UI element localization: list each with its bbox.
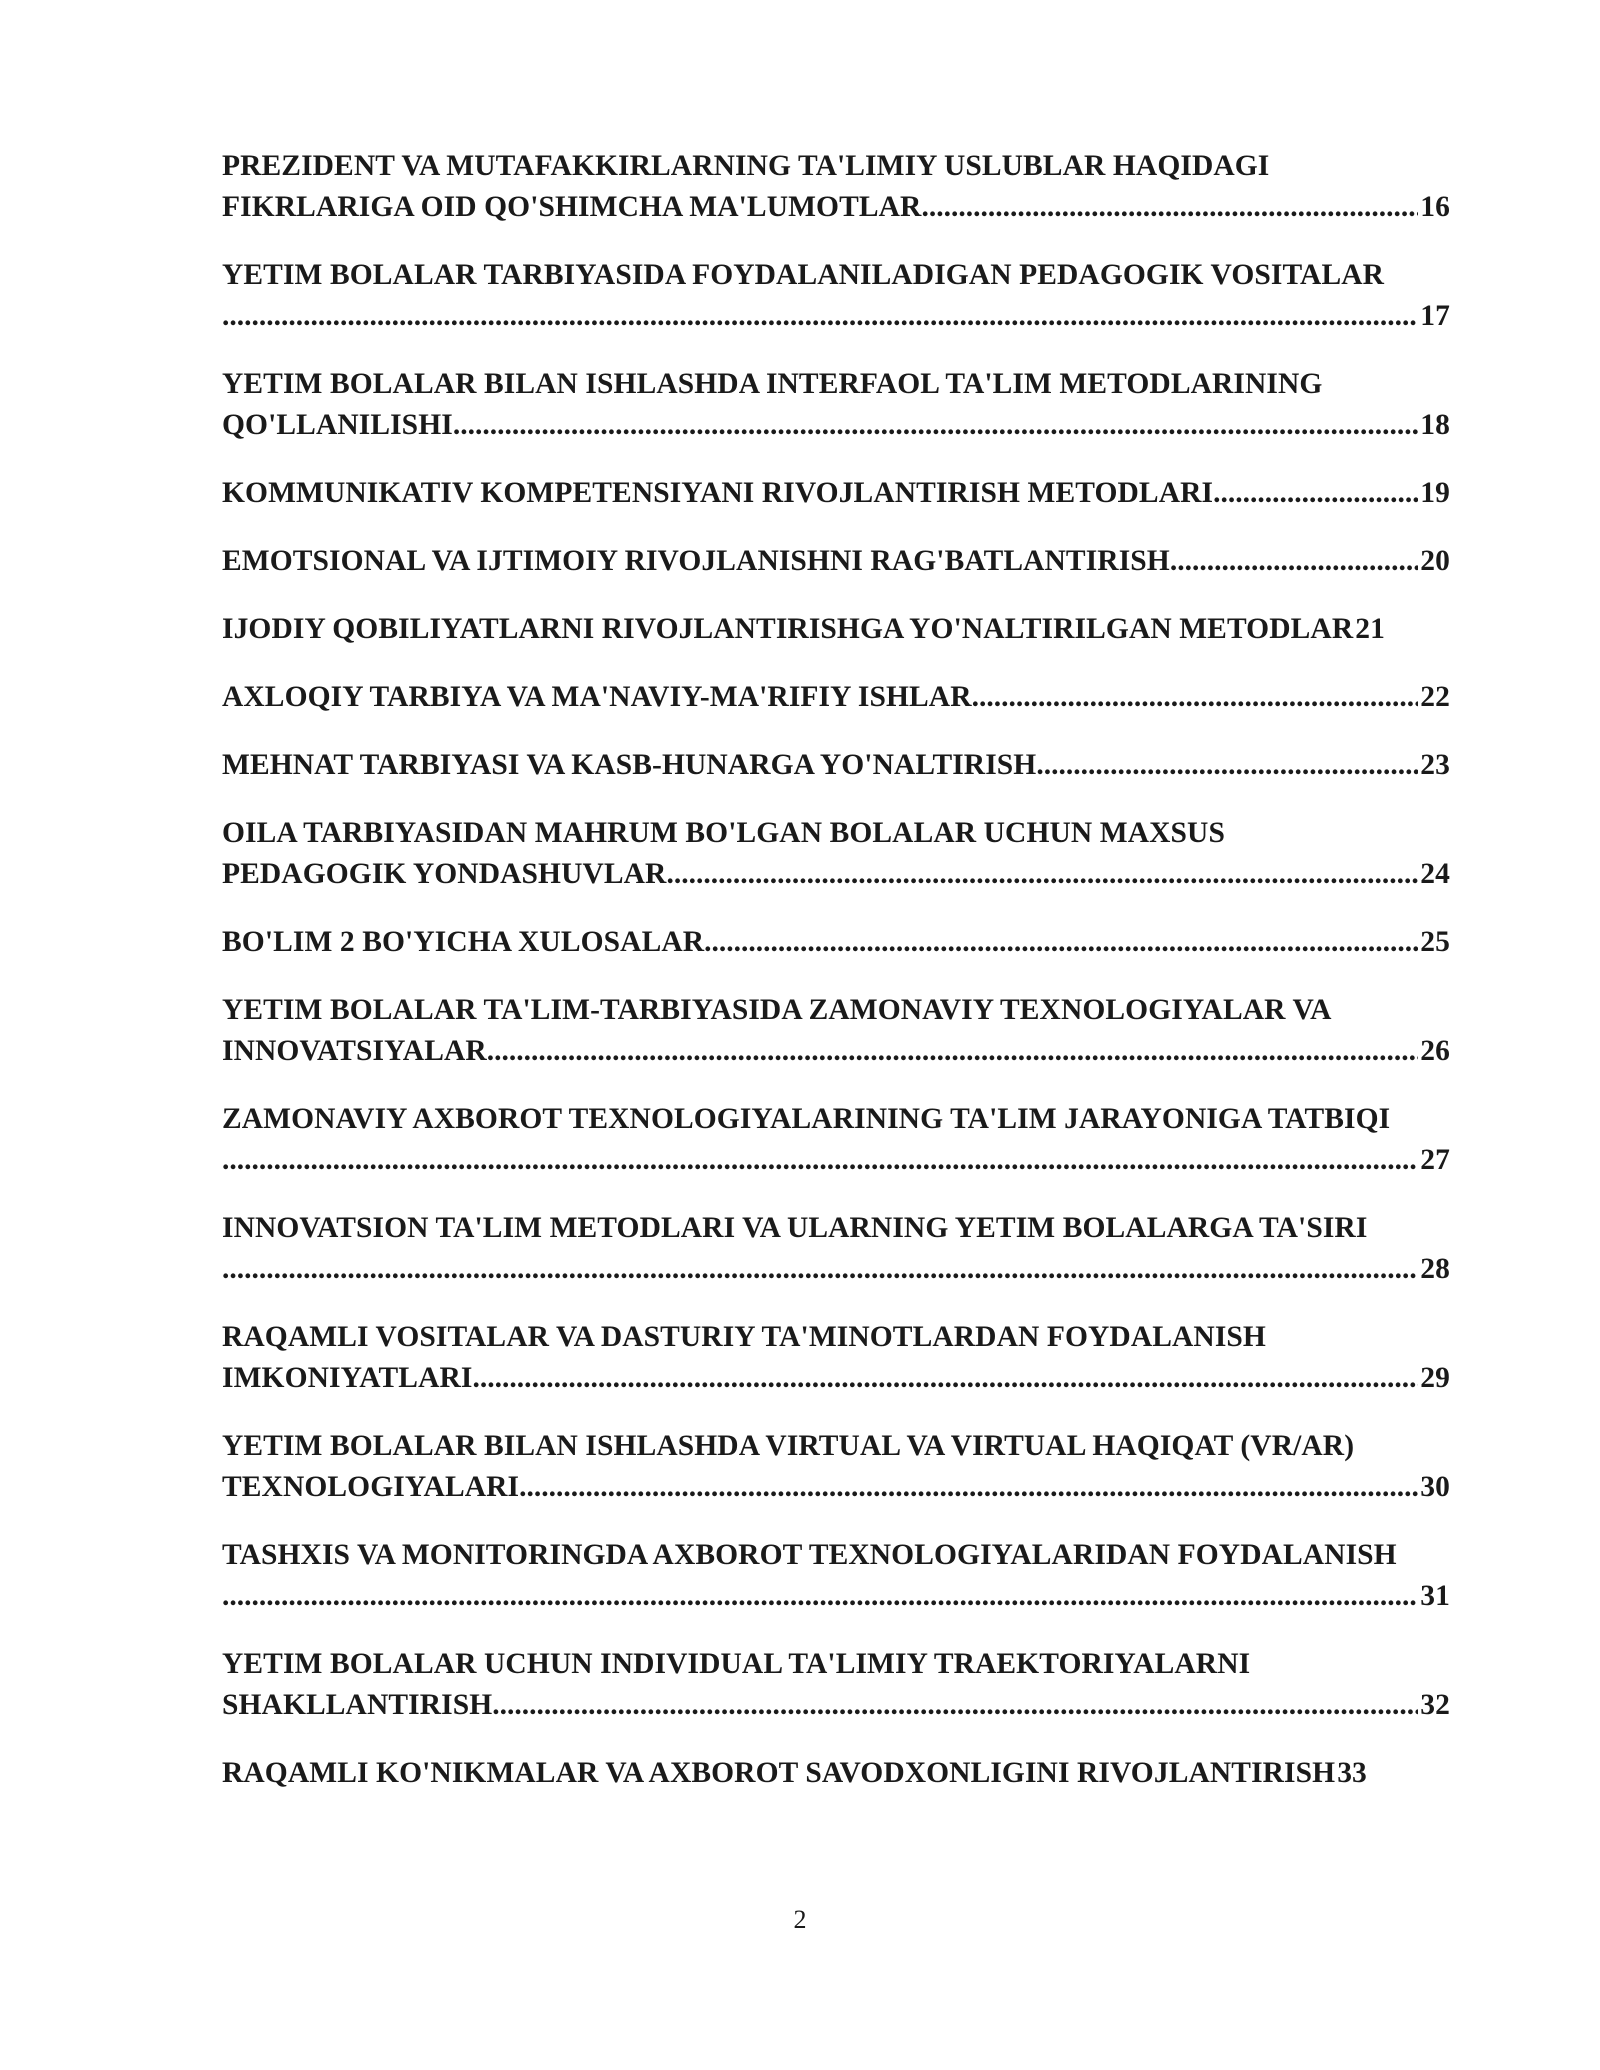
toc-entry[interactable]: [222, 609, 1450, 650]
toc-entry-title-line: PEDAGOGIK YONDASHUVLAR: [222, 858, 667, 890]
toc-entry[interactable]: [222, 1644, 1450, 1726]
toc-entry-title-line: RAQAMLI KO'NIKMALAR VA AXBOROT SAVODXONLIGINI RIVOJLANTIRISH: [222, 1757, 1336, 1789]
toc-entry-title-line: YETIM BOLALAR BILAN ISHLASHDA VIRTUAL VA VIRTUAL HAQIQAT (VR/AR): [222, 1430, 1355, 1462]
toc-entry-title-line: IJODIY QOBILIYATLARNI RIVOJLANTIRISHGA YO'NALTIRILGAN METODLAR: [222, 613, 1354, 645]
toc-entry-leader-line: [222, 1753, 1450, 1794]
toc-entry-leader-line: [222, 1249, 1450, 1290]
toc-entry-leader-line: [222, 922, 1450, 963]
toc-entry-leader-line: [222, 1576, 1450, 1617]
toc-entry[interactable]: [222, 473, 1450, 514]
toc-entry-leader-line: [222, 1140, 1450, 1181]
toc-entry-title-line: MEHNAT TARBIYASI VA KASB-HUNARGA YO'NALTIRISH: [222, 749, 1037, 781]
toc-entry[interactable]: [222, 146, 1450, 228]
toc-entry[interactable]: [222, 1535, 1450, 1617]
toc-entry-leader-line: [222, 405, 1450, 446]
toc-entry-page-number: 17: [1420, 300, 1450, 332]
toc-entry-leader-line: [222, 745, 1450, 786]
toc-entry-page-number: 22: [1420, 681, 1450, 713]
toc-entry-leader-line: [222, 677, 1450, 718]
toc-entry-title-line: TEXNOLOGIYALARI: [222, 1471, 520, 1503]
toc-entry-title-line: YETIM BOLALAR TA'LIM-TARBIYASIDA ZAMONAVIY TEXNOLOGIYALAR VA: [222, 994, 1332, 1026]
toc-entry-page-number: 18: [1420, 409, 1450, 441]
toc-entry-leader-line: [222, 1358, 1450, 1399]
toc-entry-title-line: KOMMUNIKATIV KOMPETENSIYANI RIVOJLANTIRISH METODLARI: [222, 477, 1214, 509]
toc-entry-page-number: 33: [1337, 1757, 1367, 1789]
toc-entry-title-line: TASHXIS VA MONITORINGDA AXBOROT TEXNOLOGIYALARIDAN FOYDALANISH: [222, 1539, 1397, 1571]
toc-entry-title-line: YETIM BOLALAR UCHUN INDIVIDUAL TA'LIMIY TRAEKTORIYALARNI: [222, 1648, 1251, 1680]
toc-entry-leader-line: [222, 296, 1450, 337]
toc-entry[interactable]: [222, 1099, 1450, 1181]
toc-entry-title-line: IMKONIYATLARI: [222, 1362, 473, 1394]
toc-entry-leader-line: [222, 1031, 1450, 1072]
toc-entry-page-number: 24: [1420, 858, 1450, 890]
toc-entry[interactable]: [222, 364, 1450, 446]
page-number: 2: [793, 1905, 807, 1934]
toc-entry-leader-line: [222, 609, 1450, 650]
dot-leader: [704, 922, 1418, 963]
dot-leader: [972, 677, 1419, 718]
toc-entry-title-line: FIKRLARIGA OID QO'SHIMCHA MA'LUMOTLAR: [222, 191, 922, 223]
dot-leader: [492, 1685, 1418, 1726]
toc-entry[interactable]: [222, 1208, 1450, 1290]
dot-leader: [519, 1467, 1418, 1508]
toc-entry-page-number: 16: [1420, 191, 1450, 223]
toc-entry-title-line: YETIM BOLALAR BILAN ISHLASHDA INTERFAOL TA'LIM METODLARINING: [222, 368, 1323, 400]
toc-entry[interactable]: [222, 922, 1450, 963]
dot-leader: [921, 187, 1418, 228]
dot-leader: [222, 1249, 1418, 1290]
toc-entry-page-number: 32: [1420, 1689, 1450, 1721]
toc-entry[interactable]: [222, 255, 1450, 337]
toc-entry-title-line: RAQAMLI VOSITALAR VA DASTURIY TA'MINOTLARDAN FOYDALANISH: [222, 1321, 1266, 1353]
dot-leader: [222, 1140, 1418, 1181]
toc-entry-page-number: 28: [1420, 1253, 1450, 1285]
toc-entry-title-line: INNOVATSION TA'LIM METODLARI VA ULARNING YETIM BOLALARGA TA'SIRI: [222, 1212, 1368, 1244]
dot-leader: [1170, 541, 1418, 582]
toc-entry-leader-line: [222, 1685, 1450, 1726]
toc-entry-leader-line: [222, 1467, 1450, 1508]
toc-entry-title-line: OILA TARBIYASIDAN MAHRUM BO'LGAN BOLALAR UCHUN MAXSUS: [222, 817, 1225, 849]
dot-leader: [487, 1031, 1419, 1072]
toc-entry-leader-line: [222, 854, 1450, 895]
toc-entry-leader-line: [222, 187, 1450, 228]
dot-leader: [222, 1576, 1418, 1617]
dot-leader: [1036, 745, 1418, 786]
toc-entry-title-line: PREZIDENT VA MUTAFAKKIRLARNING TA'LIMIY USLUBLAR HAQIDAGI: [222, 150, 1270, 182]
toc-entry-page-number: 23: [1420, 749, 1450, 781]
toc-entry-title-line: AXLOQIY TARBIYA VA MA'NAVIY-MA'RIFIY ISHLAR: [222, 681, 972, 713]
toc-entry[interactable]: [222, 990, 1450, 1072]
toc-entry-page-number: 31: [1420, 1580, 1450, 1612]
toc-entry-page-number: 30: [1420, 1471, 1450, 1503]
toc-entry-page-number: 27: [1420, 1144, 1450, 1176]
toc-entry[interactable]: [222, 1317, 1450, 1399]
toc-entry-page-number: 21: [1355, 613, 1385, 645]
toc-entry-page-number: 26: [1420, 1035, 1450, 1067]
dot-leader: [666, 854, 1418, 895]
toc-entry-leader-line: [222, 473, 1450, 514]
toc-entry-title-line: ZAMONAVIY AXBOROT TEXNOLOGIYALARINING TA'LIM JARAYONIGA TATBIQI: [222, 1103, 1391, 1135]
toc-entry-page-number: 19: [1420, 477, 1450, 509]
toc-entry-title-line: YETIM BOLALAR TARBIYASIDA FOYDALANILADIGAN PEDAGOGIK VOSITALAR: [222, 259, 1385, 291]
toc-entry-title-line: BO'LIM 2 BO'YICHA XULOSALAR: [222, 926, 705, 958]
toc-entry[interactable]: [222, 677, 1450, 718]
toc-entry[interactable]: [222, 745, 1450, 786]
toc-entry-title-line: SHAKLLANTIRISH: [222, 1689, 493, 1721]
toc-entry[interactable]: [222, 813, 1450, 895]
toc-entry-page-number: 20: [1420, 545, 1450, 577]
dot-leader: [472, 1358, 1418, 1399]
toc-entry-title-line: QO'LLANILISHI: [222, 409, 453, 441]
toc-entry-page-number: 25: [1420, 926, 1450, 958]
dot-leader: [453, 405, 1418, 446]
toc-entry-title-line: INNOVATSIYALAR: [222, 1035, 487, 1067]
toc-entry-page-number: 29: [1420, 1362, 1450, 1394]
dot-leader: [1213, 473, 1418, 514]
toc-entry-title-line: EMOTSIONAL VA IJTIMOIY RIVOJLANISHNI RAG'BATLANTIRISH: [222, 545, 1170, 577]
table-of-contents: [222, 146, 1450, 1821]
dot-leader: [222, 296, 1418, 337]
toc-entry[interactable]: [222, 541, 1450, 582]
toc-entry[interactable]: [222, 1753, 1450, 1794]
toc-entry[interactable]: [222, 1426, 1450, 1508]
toc-entry-leader-line: [222, 541, 1450, 582]
